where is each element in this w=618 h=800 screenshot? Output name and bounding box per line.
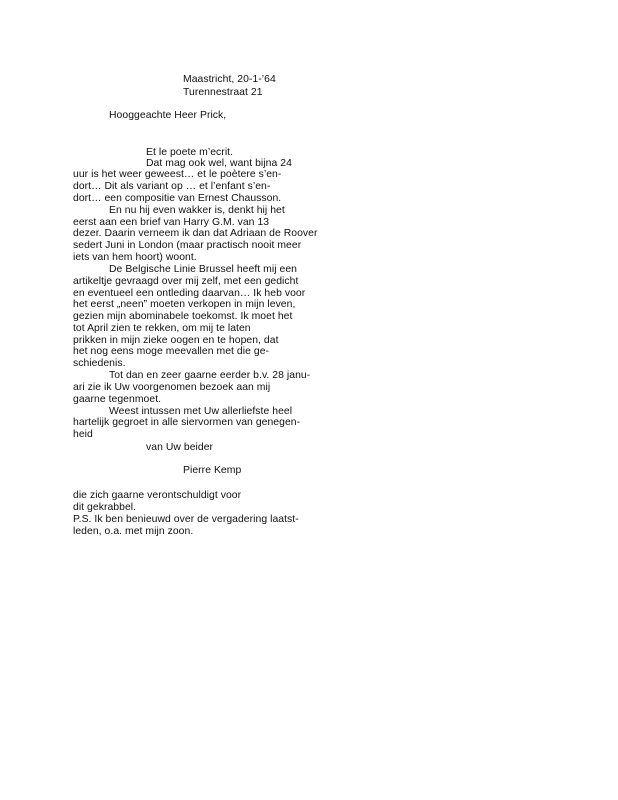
body-line: tot April zien te rekken, om mij te laten <box>73 323 251 334</box>
body-line: heid <box>73 429 93 440</box>
letter-closing: van Uw beider <box>146 442 214 453</box>
body-line: Tot dan en zeer gaarne eerder b.v. 28 janu- <box>109 370 311 381</box>
body-line: En nu hij even wakker is, denkt hij het <box>109 205 285 216</box>
letter-salutation: Hooggeachte Heer Prick, <box>109 110 227 121</box>
letter-signature: Pierre Kemp <box>183 465 242 476</box>
body-line: Dat mag ook wel, want bijna 24 <box>146 158 292 169</box>
postscript-line: P.S. Ik ben benieuwd over de vergadering laatst- <box>73 514 299 525</box>
body-line: dort… Dit als variant op … et l’enfant s’en- <box>73 181 271 192</box>
body-line: prikken in mijn zieke oogen en te hopen, dat <box>73 335 279 346</box>
body-line: gaarne tegenmoet. <box>73 394 162 405</box>
body-line: het nog eens moge meevallen met die ge- <box>73 346 270 357</box>
body-line: hartelijk gegroet in alle siervormen van genegen- <box>73 417 301 428</box>
body-line: Et le poete m’ecrit. <box>146 147 234 158</box>
body-line: Weest intussen met Uw allerliefste heel <box>109 406 293 417</box>
body-line: De Belgische Linie Brussel heeft mij een <box>109 264 297 275</box>
body-line: iets van hem hoort) woont. <box>73 252 197 263</box>
body-line: gezien mijn abominabele toekomst. Ik moet het <box>73 311 293 322</box>
body-line: artikeltje gevraagd over mij zelf, met een gedicht <box>73 276 299 287</box>
postscript-line: leden, o.a. met mijn zoon. <box>73 526 194 537</box>
body-line: dort… een compositie van Ernest Chausson. <box>73 193 282 204</box>
body-line: sedert Juni in London (maar practisch nooit meer <box>73 240 302 251</box>
letter-place-date: Maastricht, 20-1-’64 <box>183 74 276 85</box>
body-line: uur is het weer geweest… et le poètere s’en- <box>73 169 282 180</box>
body-line: dezer. Daarin verneem ik dan dat Adriaan de Roover <box>73 228 318 239</box>
body-line: schiedenis. <box>73 358 126 369</box>
letter-address: Turennestraat 21 <box>183 87 263 98</box>
body-line: en eventueel een ontleding daarvan… Ik heb voor <box>73 288 306 299</box>
postscript-line: die zich gaarne verontschuldigt voor <box>73 490 242 501</box>
body-line: eerst aan een brief van Harry G.M. van 13 <box>73 217 270 228</box>
postscript-line: dit gekrabbel. <box>73 502 137 513</box>
body-line: het eerst „neen” moeten verkopen in mijn leven, <box>73 299 296 310</box>
body-line: ari zie ik Uw voorgenomen bezoek aan mij <box>73 382 271 393</box>
